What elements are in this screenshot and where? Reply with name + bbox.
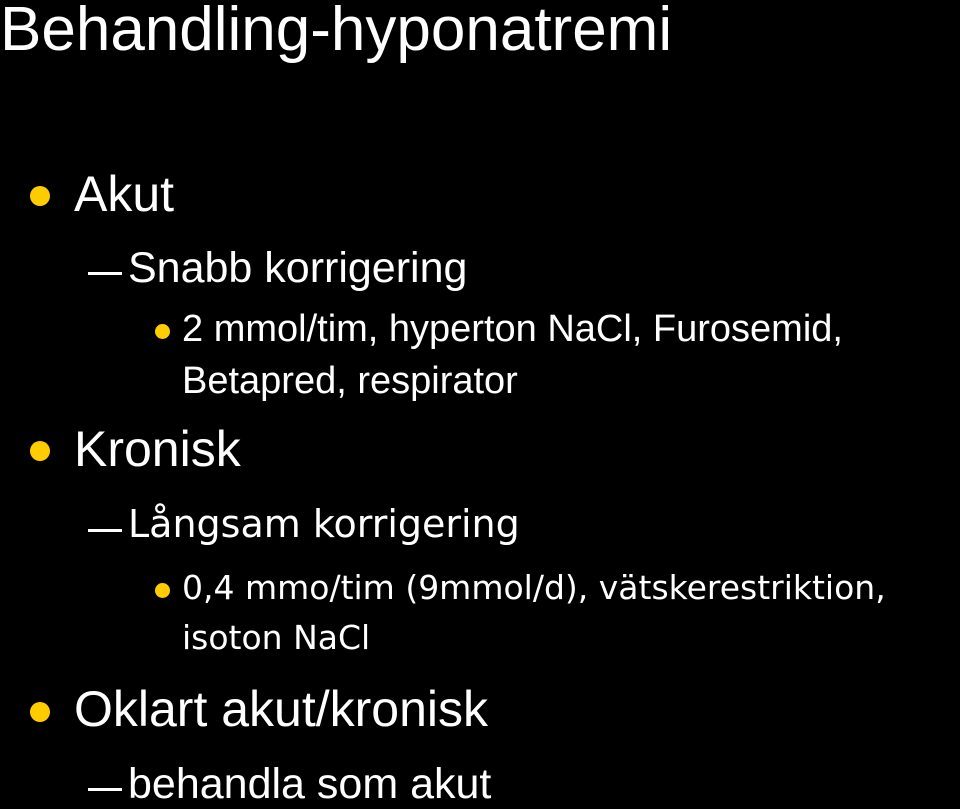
bullet-item-akut: Akut bbox=[74, 166, 175, 222]
slide-title: Behandling-hyponatremi bbox=[0, 0, 673, 64]
bullet-icon bbox=[30, 702, 50, 722]
sub-item-behandla-som-akut: behandla som akut bbox=[128, 760, 492, 808]
detail-line: 2 mmol/tim, hyperton NaCl, Furosemid, bbox=[182, 308, 843, 350]
sub-item-langsam-korrigering: Långsam korrigering bbox=[128, 502, 520, 546]
sub-item-snabb-korrigering: Snabb korrigering bbox=[128, 244, 468, 292]
bullet-icon bbox=[30, 186, 50, 206]
bullet-icon bbox=[155, 324, 170, 339]
detail-line: 0,4 mmo/tim (9mmol/d), vätskerestriktion, bbox=[182, 568, 886, 607]
dash-icon bbox=[88, 788, 122, 791]
bullet-icon bbox=[155, 583, 170, 598]
detail-line: Betapred, respirator bbox=[182, 360, 518, 402]
detail-line: isoton NaCl bbox=[182, 618, 371, 657]
dash-icon bbox=[88, 529, 122, 532]
dash-icon bbox=[88, 272, 122, 275]
bullet-item-oklart: Oklart akut/kronisk bbox=[74, 681, 489, 737]
bullet-icon bbox=[30, 441, 50, 461]
bullet-item-kronisk: Kronisk bbox=[74, 421, 241, 477]
